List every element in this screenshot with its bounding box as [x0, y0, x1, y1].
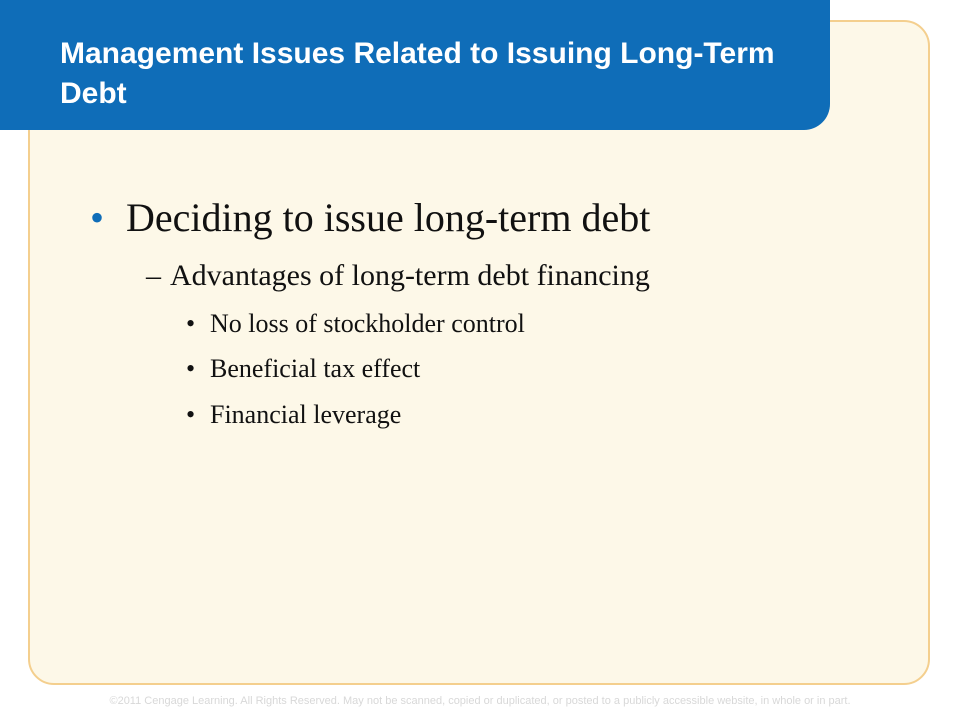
title-bar [0, 0, 830, 130]
bullet-marker: • [186, 354, 196, 383]
bullet-level1-text: Deciding to issue long-term debt [126, 195, 651, 240]
bullet-level2-text: Advantages of long-term debt financing [170, 259, 650, 292]
bullet-marker: • [90, 195, 105, 240]
bullet-marker: • [186, 309, 196, 338]
bullet-level3-text: Beneficial tax effect [210, 354, 421, 383]
slide-title: Management Issues Related to Issuing Long-Term Debt [60, 37, 775, 110]
copyright-footer: ©2011 Cengage Learning. All Rights Reserved. May not be scanned, copied or duplicated, or posted to a publicly accessible website, in whole or in part. [109, 695, 851, 707]
bullet-level3-text: Financial leverage [210, 400, 402, 429]
dash-marker: – [146, 259, 161, 292]
bullet-level3-text: No loss of stockholder control [210, 309, 525, 338]
bullet-marker: • [186, 400, 196, 429]
